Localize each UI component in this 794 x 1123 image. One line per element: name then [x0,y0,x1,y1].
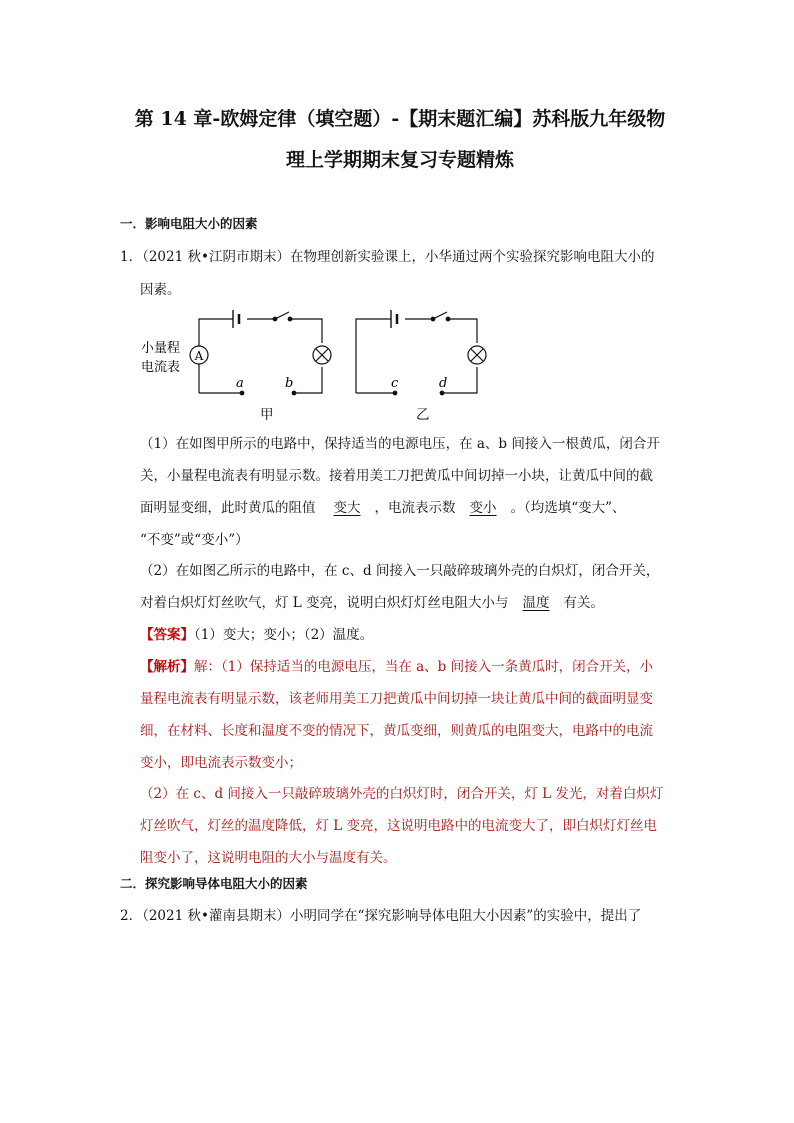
part2-line1: （2）在如图乙所示的电路中，在 c、d 间接入一只敲碎玻璃外壳的白炽灯，闭合开关， [140,563,660,579]
question-2-intro: 2．（2021 秋•灌南县期末）小明同学在“探究影响导体电阻大小因素”的实验中，提出了 [120,908,642,924]
part2-line2 [140,594,604,612]
analysis-tag: 【解析】 [140,659,194,675]
analysis-line1 [140,658,653,676]
part2-line2-pre: 对着白炽灯灯丝吹气，灯 L 变亮，说明白炽灯灯丝电阻大小与 [140,595,509,611]
analysis-line2: 量程电流表有明显示数，该老师用美工刀把黄瓜中间切掉一块让黄瓜中间的截面明显变 [140,691,653,707]
switch-blade-a [275,312,289,319]
answer-blank-2: 变小 [469,500,497,516]
question-1-intro: 1．（2021 秋•江阴市期末）在物理创新实验课上，小华通过两个实验探究影响电阻大小的 [120,249,655,265]
part2-line2-post: 有关。 [563,595,605,611]
part1-line1: （1）在如图甲所示的电路中，保持适当的电源电压，在 a、b 间接入一根黄瓜，闭合开 [140,436,660,452]
part1-line3-pre: 面明显变细，此时黄瓜的阻值 [140,500,316,516]
circuit-diagram [135,305,495,425]
analysis-line5: （2）在 c、d 间接入一只敲碎玻璃外壳的白炽灯时，闭合开关，灯 L 发光，对着白炽灯 [140,786,664,802]
meter-label-line1: 小量程 [141,341,181,356]
terminal-c-label: c [391,376,399,391]
document-title-line1: 第 14 章-欧姆定律（填空题）-【期末题汇编】苏科版九年级物 [134,108,666,130]
answer-tag: 【答案】 [140,627,194,643]
answer-line [140,626,373,644]
analysis-line7: 阻变小了，这说明电阻的大小与温度有关。 [140,850,397,866]
answer-blank-3: 温度 [522,595,550,611]
part1-line3-post: 。（均选填“变大”、 [510,500,626,516]
document-title-line2: 理上学期期末复习专题精炼 [285,149,514,171]
terminal-d-label: d [439,376,448,391]
part1-line3-mid: ，电流表示数 [374,500,456,516]
analysis-line4: 变小，即电流表示数变小； [140,755,302,771]
figure-caption-right: 乙 [416,407,430,423]
answer-text: （1）变大；变小；（2）温度。 [194,627,374,643]
section-heading-2: 二．探究影响导体电阻大小的因素 [120,876,308,891]
terminal-a-label: a [236,376,244,391]
answer-blank-1: 变大 [333,500,361,516]
part1-line4: “不变”或“变小”） [140,532,249,548]
figure-caption-left: 甲 [260,407,274,423]
terminal-b-label: b [285,376,294,391]
ammeter-letter: A [194,349,204,363]
analysis-text-1: 解：（1）保持适当的电源电压，当在 a、b 间接入一条黄瓜时，闭合开关，小 [194,659,654,675]
part1-line3 [140,499,626,517]
analysis-line6: 灯丝吹气，灯丝的温度降低，灯 L 变亮，这说明电路中的电流变大了，即白炽灯灯丝电 [140,818,658,834]
part1-line2: 关，小量程电流表有明显示数。接着用美工刀把黄瓜中间切掉一小块，让黄瓜中间的截 [140,468,653,484]
analysis-line3: 细，在材料、长度和温度不变的情况下，黄瓜变细，则黄瓜的电阻变大，电路中的电流 [140,723,653,739]
question-1-intro-cont: 因素。 [140,282,181,298]
section-heading-1: 一．影响电阻大小的因素 [120,216,258,231]
meter-label-line2: 电流表 [141,360,181,375]
